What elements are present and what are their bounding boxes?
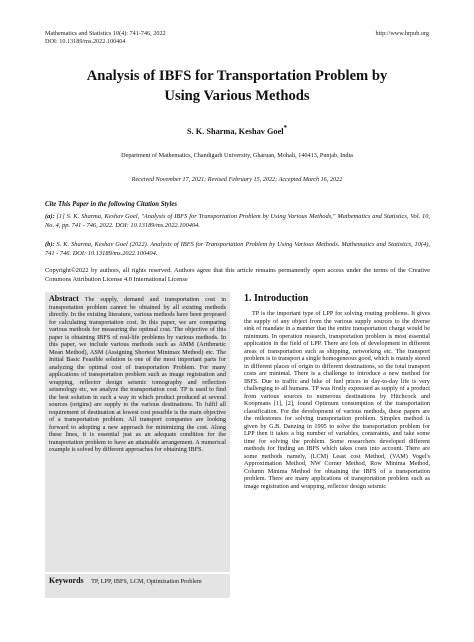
paper-title (0, 66, 474, 106)
citation-b (45, 241, 430, 258)
affiliation: Department of Mathematics, Chandigarh University, Gharuan, Mohali, 140413, Punjab, India (121, 152, 353, 159)
corresponding-mark: * (283, 125, 288, 132)
citation-a (45, 213, 430, 230)
doi-line: DOI: 10.13189/ms.2022.100404 (45, 38, 126, 45)
citation-b-text: S. K. Sharma, Keshav Goel (2022). Analysis of IBFS for Transportation Problem by Using Various Methods. Mathematics and Statistics, 10(4), 741 - 746. DOI: 10.13189/ms.2022.100404. (45, 241, 430, 257)
citation-a-label: (a): (45, 213, 55, 220)
publication-dates: Received November 17, 2021; Revised February 15, 2022; Accepted March 16, 2022 (131, 176, 343, 183)
title-line-2: Using Various Methods (164, 88, 310, 104)
keywords-label: Keywords (49, 576, 84, 585)
citation-a-text: [1] S. K. Sharma, Keshav Goel, "Analysis of IBFS for Transportation Problem by Using Various Methods," Mathematics and Statistics, Vol. 10, No. 4, pp. 741 - 746, 2022. DOI: 10.13189/ms.2022.100404. (45, 213, 430, 229)
abstract-text: The supply, demand and transportation cost in transportation problem cannot be obtained by all existing methods directly. In the existing literature, various methods have been proposed for calculating transportation cost. In this paper, we are comparing various methods for measuring the optimal cost. The objective of this paper is obtaining IBFS of real-life problems by various methods. In this paper, we include various methods such as AMM (Arithmetic Mean Method), ASM (Assigning Shortest Minimax Method) etc. The Initial Basic Feasible solution is one of the most important parts for analyzing the optimal cost of transportation Problem. For many applications of transportation problem such as image registration and wrapping, reflector design seismic tomography and reflection seismology etc, we analyze the transportation cost. TP is used to find the best solution in such a way in which product produced at several sources (origins) are supply to the various destinations. To fulfil all requirement of destination at lowest cost possible is the main objective of a transportation problem. All transport companies are looking forward to adopting a new approach for minimizing the cost. Along these lines, it is essential just as an adequate condition for the transportation problem to have an attainable arrangement. A numerical example is solved by different approaches for obtaining IBFS. (49, 296, 227, 453)
introduction-text: TP is the important type of LPP for solving routing problems. It gives the supply of any object from the various supply sources to the diverse sink of mandate in a manner that the entire transportation charge would be minimum. In operation research, transportation problem is most essential application in the field of LPP. There are lots of development in different areas of transportation such as shipping, networking etc. The transport problem is to transport a single homogeneous good, which is mainly stored in different places of origin to different destinations, so the total transport costs are minimal. There is a challenge to introduce a new method for IBFS. Due to traffic and hike of fuel prices in day-to-day life is very challenging to all humans. TP was firstly expressed as supply of a product from various sources to numerous destinations by Hitchcock and Koopmans [1], [2], found Optimum consumption of the transportation classification. For the development of various methods, these papers are the milestones for solving transportation problem. Simplex method is given by G.B. Danzing in 1995 to solve the transportation problem for LPP then it takes a big number of variables, constraints, and take some time for solving the problem. Some researchers developed different methods for finding an IBFS which takes costs into account. There are some methods namely, (LCM) Least cost Method, (VAM) Vogel's Approximation Method, NW Corner Method, Row Minima Method, Column Minima Method for obtaining the IBFS of a transportation problem. There are many applications of transportation problem such as image registration and wrapping, reflector design seismic (244, 310, 430, 490)
title-line-1: Analysis of IBFS for Transportation Problem by (86, 68, 388, 84)
keywords-box (45, 574, 230, 598)
abstract-label: Abstract (49, 294, 79, 303)
journal-url[interactable]: http://www.hrpub.org (375, 30, 429, 37)
copyright-notice: Copyright©2022 by authors, all rights reserved. Authors agree that this article remains permanently open access under the terms of the Creative Commons Attribution License 4.0 International License (45, 267, 430, 283)
journal-line: Mathematics and Statistics 10(4): 741-746, 2022 (45, 30, 166, 37)
citation-b-label: (b): (45, 241, 55, 248)
introduction-heading: 1. Introduction (244, 293, 309, 304)
citation-heading: Cite This Paper in the following Citation Styles (45, 201, 177, 208)
authors (0, 125, 474, 136)
author-names: S. K. Sharma, Keshav Goel (186, 126, 284, 136)
keywords-text: TP, LPP, IBFS, LCM, Optimization Problem (91, 578, 202, 585)
journal-header (45, 30, 166, 46)
abstract-box (45, 292, 230, 572)
